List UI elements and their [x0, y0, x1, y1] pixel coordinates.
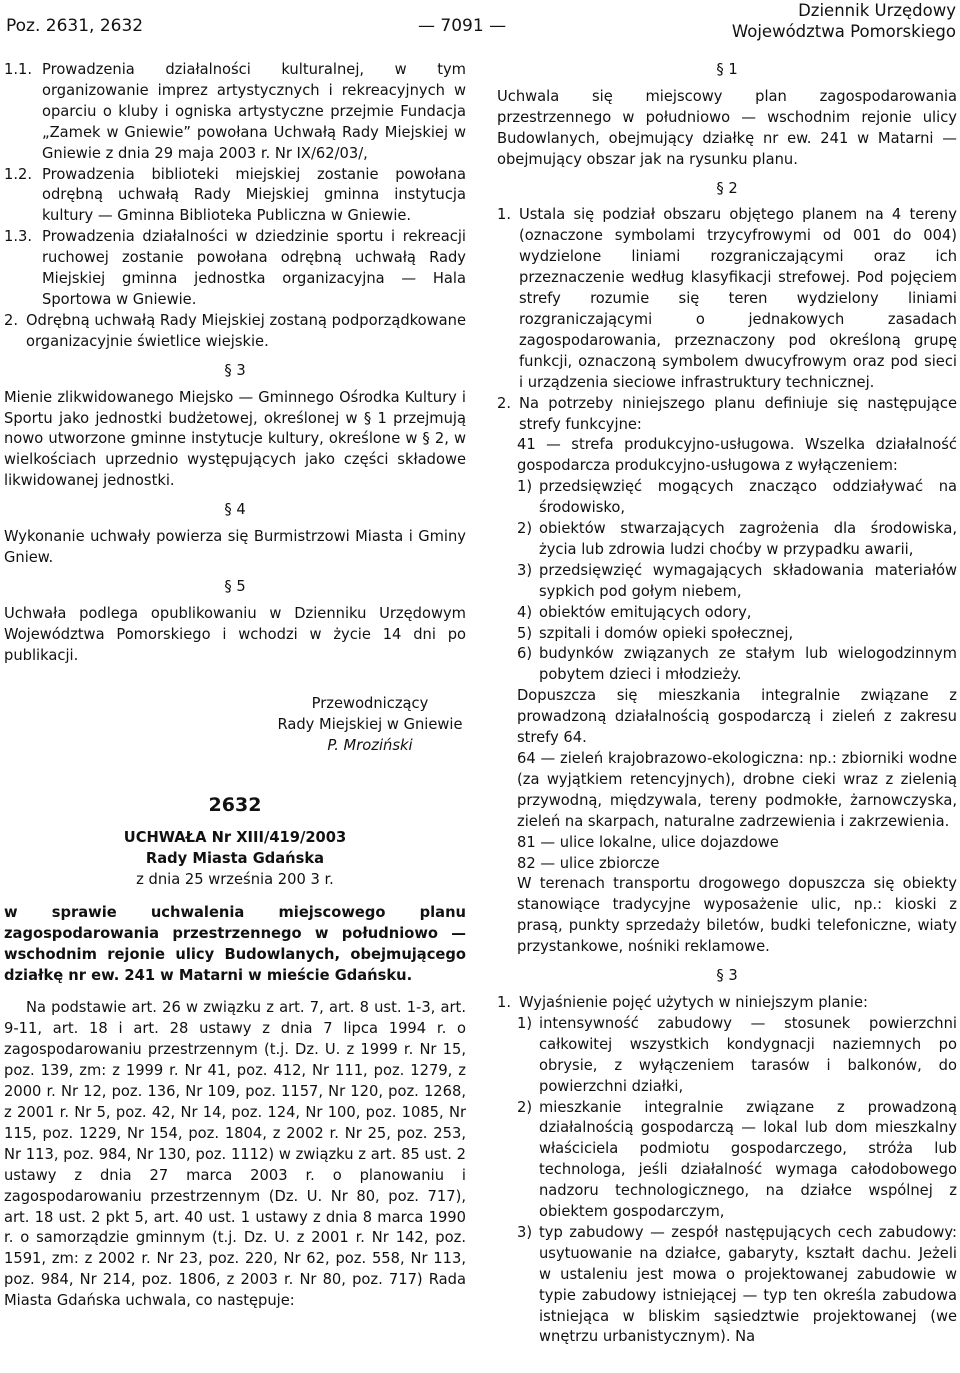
zone-definitions: [497, 435, 957, 958]
item-text: Prowadzenia biblioteki miejskiej zostanie powołana odrębną uchwałą Rady Miejskiej gminna instytucja kultury — Gminna Biblioteka Publiczna w Gniewie.: [42, 165, 466, 225]
definitions-list: [497, 1014, 957, 1349]
point-label: 2.: [497, 394, 512, 412]
resolution-council: Rady Miasta Gdańska: [145, 850, 325, 867]
list-item-number: 3): [517, 1223, 533, 1241]
item-label: 2.: [4, 311, 19, 329]
point-label: 1.: [497, 993, 512, 1011]
list-item: [517, 603, 957, 624]
resolution-header: [4, 795, 466, 891]
list-item: [517, 477, 957, 519]
resolution-date: z dnia 25 września 200 3 r.: [136, 870, 334, 888]
section-5-heading: § 5: [224, 577, 246, 595]
list-item-number: 4): [517, 603, 533, 621]
list-item-number: 6): [517, 645, 533, 663]
section-3-heading-right: § 3: [716, 967, 738, 985]
signature-council: Rady Miejskiej w Gniewie: [277, 716, 463, 734]
section-3-heading: § 3: [224, 361, 246, 379]
list-item: [517, 1223, 957, 1348]
preamble-text: Na podstawie art. 26 w związku z art. 7, art. 8 ust. 1-3, art. 9-11, art. 18 i art. 28 ustawy z dnia 7 lipca 1994 r. o zagospodarowaniu przestrzennym (t.j. Dz. U. z 1999 r. Nr 15, poz. 139, zm: z 1999 r. Nr 41, poz. 412, Nr 111, poz. 1279, z 2000 r. Nr 12, poz. 136, Nr 109, poz. 1157, Nr 120, poz. 1268, z 2001 r. Nr 5, poz. 42, Nr 14, poz. 124, Nr 100, poz. 1085, Nr 115, poz. 1229, Nr 154, poz. 1804, z 2002 r. Nr 25, poz. 253, Nr 113, poz. 984, Nr 130, poz. 1112) w związku z art. 85 ust. 2 ustawy z dnia 27 marca 2003 r. o planowaniu i zagospodarowaniu przestrzennym (Dz. U. Nr 80, poz. 717), art. 18 ust. 2 pkt 5, art. 40 ust. 1 ustawy z dnia 8 marca 1990 r. o samorządzie gminnym (t.j. Dz. U. z 2001 r. Nr 142, poz. 1591, zm: z 2002 r. Nr 23, poz. 220, Nr 62, poz. 558, Nr 113, poz. 984, Nr 214, poz. 1806, z 2003 r. Nr 80, poz. 717) Rada Miasta Gdańska uchwala, co następuje:: [4, 999, 466, 1310]
right-column: [497, 60, 957, 1348]
list-item-text: przedsięwzięć wymagających składowania materiałów sypkich pod gołym niebem,: [539, 561, 957, 600]
section-1-heading: § 1: [716, 61, 738, 78]
journal-title-line1: Dziennik Urzędowy: [798, 1, 956, 20]
page-number: — 7091 —: [418, 16, 507, 36]
section-5-text: Uchwała podlega opublikowaniu w Dzienniku Urzędowym Województwa Pomorskiego i wchodzi w życie 14 dni po publikacji.: [4, 604, 466, 664]
position-number-2632: 2632: [208, 794, 262, 817]
list-item-number: 1): [517, 478, 533, 496]
resolution-number: UCHWAŁA Nr XIII/419/2003: [123, 829, 347, 847]
list-item: [517, 624, 957, 645]
section-2-heading: § 2: [716, 179, 738, 197]
list-item-number: 1): [517, 1014, 533, 1032]
signature-name: P. Mroziński: [327, 737, 413, 755]
point-1: [497, 205, 957, 393]
zone-41-exclusions: [517, 477, 957, 686]
list-item-number: 2): [517, 520, 533, 538]
point-text: Ustala się podział obszaru objętego planem na 4 tereny (oznaczone symbolami trzycyfrowymi od 001 do 004) wydzielone liniami rozgraniczającymi oraz ich przeznaczenie według klasyfikacji strefowej. Pod pojęciem strefy rozumie się teren wydzielony liniami rozgraniczającymi o jednakowych zasadach zagospodarowania, przeznaczony pod określoną grupę funkcji, oznaczoną symbolem dwucyfrowym oraz pod sieci i urządzenia sieciowe infrastruktury technicznej.: [519, 206, 957, 391]
section-4-heading: § 4: [224, 501, 246, 519]
zone-41-housing-note: Dopuszcza się mieszkania integralnie związane z prowadzoną działalnością gospodarczą i zieleń z zakresu strefy 64.: [517, 687, 957, 747]
point-text: Wyjaśnienie pojęć użytych w niniejszym planie:: [519, 993, 868, 1011]
section-1-text: Uchwala się miejscowy plan zagospodarowania przestrzennego w południowo — wschodnim rejonie ulicy Budowlanych, obejmujący działkę nr ew. 241 w Matarni — obejmujący obszar jak na rysunku planu.: [497, 87, 957, 168]
zone-82-text: 82 — ulice zbiorcze: [517, 854, 660, 872]
signature-role: Przewodniczący: [311, 695, 429, 713]
item-label: 1.3.: [4, 228, 33, 246]
item-text: Prowadzenia działalności kulturalnej, w tym organizowanie imprez artystycznych i rekreacyjnych w oparciu o kluby i ogniska artystyczne przejmie Fundacja „Zamek w Gniewie” powołana Uchwałą Rady Miejskiej w Gniewie z dnia 29 maja 2003 r. Nr IX/62/03/,: [42, 61, 466, 162]
list-item: [517, 1098, 957, 1223]
list-item-text: obiektów emitujących odory,: [539, 603, 752, 621]
list-item: [517, 644, 957, 686]
list-item-text: typ zabudowy — zespół następujących cech zabudowy: usytuowanie na działce, gabaryty, kształt dachu. Jeżeli w ustaleniu jest mowa o projektowanej zabudowie w typie zabudowy istniejącej — typ ten określa zabudowa istniejąca w bliskim sąsiedztwie projektowanej (we wnętrzu urbanistycznym). Na: [539, 1223, 957, 1346]
zone-41-text: 41 — strefa produkcyjno-usługowa. Wszelka działalność gospodarcza produkcyjno-usługowa z wyłączeniem:: [517, 436, 957, 475]
item-text: Odrębną uchwałą Rady Miejskiej zostaną podporządkowane organizacyjnie świetlice wiejskie.: [26, 311, 466, 350]
position-reference: Poz. 2631, 2632: [6, 16, 144, 36]
section-4-text: Wykonanie uchwały powierza się Burmistrzowi Miasta i Gminy Gniew.: [4, 528, 466, 566]
item-1-1: [4, 60, 466, 165]
list-item-text: mieszkanie integralnie związane z prowadzoną działalnością gospodarczą — lokal lub dom mieszkalny właściciela podmiotu gospodarczego, stróża lub technologa, jeśli działalność wymaga całodobowego nadzoru technologicznego, na działce wspólnej z obiektem gospodarczym,: [539, 1098, 957, 1221]
definitions-point-1: [497, 993, 957, 1014]
list-item-text: przedsięwzięć mogących znacząco oddziaływać na środowisko,: [539, 478, 957, 517]
list-item-text: szpitali i domów opieki społecznej,: [539, 624, 794, 642]
journal-title: [732, 0, 956, 42]
journal-title-line2: Województwa Pomorskiego: [731, 22, 956, 41]
list-item-text: budynków związanych ze stałym lub wielogodzinnym pobytem dzieci i młodzieży.: [539, 645, 957, 684]
left-column: [4, 60, 466, 1312]
list-item: [517, 561, 957, 603]
point-2: [497, 394, 957, 436]
resolution-title: w sprawie uchwalenia miejscowego planu zagospodarowania przestrzennego w południowo — wschodnim rejonie ulicy Budowlanych, obejmującego działkę nr ew. 241 w Matarni w mieście Gdańsku.: [4, 903, 466, 984]
list-item: [517, 519, 957, 561]
list-item-number: 5): [517, 624, 533, 642]
item-1-2: [4, 165, 466, 228]
item-label: 1.1.: [4, 61, 33, 78]
list-item: [517, 1014, 957, 1098]
point-text: Na potrzeby niniejszego planu definiuje się następujące strefy funkcyjne:: [519, 394, 957, 433]
item-text: Prowadzenia działalności w dziedzinie sportu i rekreacji ruchowej zostanie powołana odrębną uchwałą Rady Miejskiej gminna jednostka organizacyjna — Hala Sportowa w Gniewie.: [42, 228, 466, 308]
section-3-text: Mienie zlikwidowanego Miejsko — Gminnego Ośrodka Kultury i Sportu jako jednostki budżetowej, określonej w § 1 przejmują nowo utworzone gminne instytucje kultury, określone w § 2, w wielkościach uprzednio występujących jako części składowe likwidowanej jednostki.: [4, 388, 466, 490]
transport-note: W terenach transportu drogowego dopuszcza się obiekty stanowiące tradycyjne wyposażenie ulic, np.: kioski z prasą, punkty sprzedaży biletów, budki telefoniczne, wiaty przystankowe, nośniki reklamowe.: [517, 875, 957, 956]
list-item-number: 3): [517, 561, 533, 579]
list-item-number: 2): [517, 1098, 533, 1116]
item-2: [4, 311, 466, 353]
list-item-text: intensywność zabudowy — stosunek powierzchni całkowitej wszystkich kondygnacji naziemnych po obrysie, z wyłączeniem tarasów i balkonów, do powierzchni działki,: [539, 1014, 957, 1095]
list-item-text: obiektów stwarzających zagrożenia dla środowiska, życia lub zdrowia ludzi choćby w przypadku awarii,: [539, 520, 957, 558]
zone-81-text: 81 — ulice lokalne, ulice dojazdowe: [517, 833, 779, 851]
item-1-3: [4, 227, 466, 311]
point-label: 1.: [497, 206, 512, 224]
item-label: 1.2.: [4, 165, 33, 183]
page-header: [0, 0, 960, 46]
zone-64-text: 64 — zieleń krajobrazowo-ekologiczna: np.: zbiorniki wodne (za wyjątkiem retencyjnych), drobne cieki wraz z zielenią przywodną, międzywala, tereny podmokłe, żarnowczyska, zieleń na skarpach, naturalne zadrzewienia i zakrzewienia.: [517, 750, 957, 830]
signature-block: [270, 694, 470, 757]
